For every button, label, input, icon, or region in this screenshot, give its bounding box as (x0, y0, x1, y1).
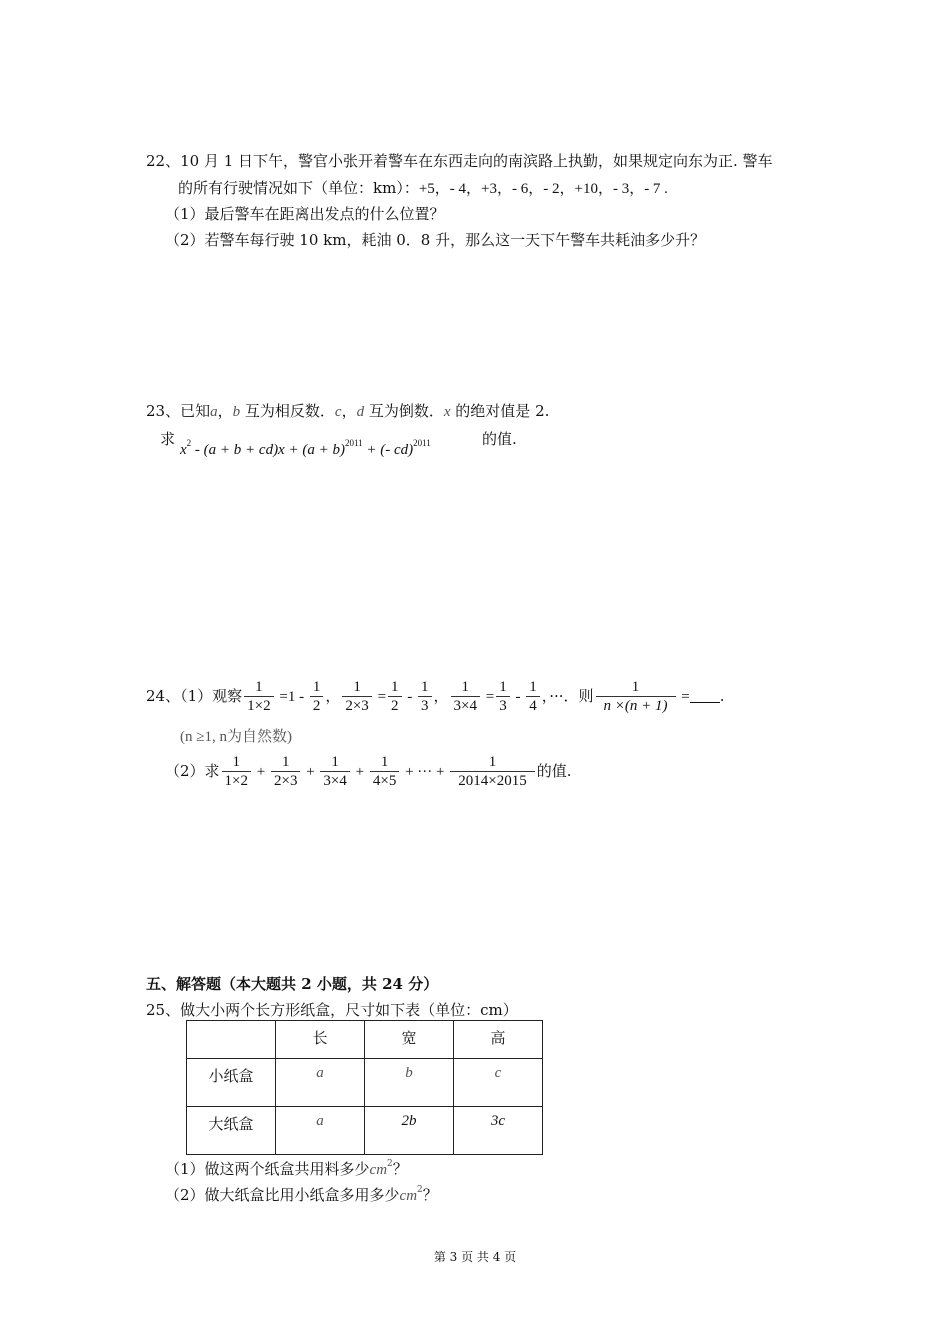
q23-expr-part3: + (- cd) (362, 442, 414, 458)
q24-s5-den: 2014×2015 (450, 771, 534, 791)
q25-part2-text: （2）做大纸盒比用小纸盒多用多少 (165, 1186, 400, 1204)
q24-answer-blank[interactable] (690, 688, 720, 703)
q24-comma1: ， (325, 687, 341, 705)
q24-eq2: = (373, 689, 387, 705)
table-cell: c (454, 1059, 543, 1107)
q25-dimensions-table (186, 1020, 543, 1155)
q24-s2-num: 1 (281, 753, 290, 770)
q25-unit-exp-2: 2 (417, 1185, 423, 1195)
q25-unit-exp-1: 2 (387, 1159, 393, 1169)
q23-expr-x: x (180, 442, 187, 458)
q24-fraction-g1 (310, 679, 324, 716)
q25-part1-text: （1）做这两个纸盒共用料多少 (165, 1160, 370, 1178)
q24-fn-den: n ×(n + 1) (596, 696, 676, 716)
q24-fraction-g3b (526, 679, 540, 716)
q24-sum-fraction-3 (320, 754, 349, 791)
q24-sum-fraction-1 (222, 754, 251, 791)
q23-end: 的绝对值是 2. (450, 402, 550, 420)
q23-mid2: 互为倒数． (364, 402, 444, 420)
q23-expr-exp1: 2011 (344, 438, 363, 448)
table-cell: 3c (454, 1107, 543, 1155)
q25-unit-2: cm (399, 1188, 418, 1204)
q24-g3b-den: 4 (526, 696, 540, 716)
q24-fn-num: 1 (631, 678, 640, 695)
q24-fraction-3 (451, 679, 480, 716)
q24-g2b-num: 1 (421, 678, 429, 695)
q23-mid1: 互为相反数． (240, 402, 335, 420)
table-header-row (187, 1021, 543, 1059)
q24-fraction-2 (342, 679, 371, 716)
q24-minus2: - (403, 689, 417, 705)
q24-g3a-num: 1 (499, 678, 507, 695)
table-header-cell (187, 1021, 276, 1059)
q24-s4-den: 4×5 (370, 771, 399, 791)
q25-part2 (165, 1184, 438, 1205)
page-footer: 第 3 页 共 4 页 (433, 1250, 517, 1264)
q24-s3-num: 1 (331, 753, 339, 770)
q24-s1-den: 1×2 (222, 771, 251, 791)
q23-expr-sq: 2 (186, 438, 192, 448)
q24-f1-den: 1×2 (244, 696, 273, 716)
q24-dots: + ··· + (401, 764, 449, 780)
q23-prefix: 23、已知 (146, 402, 211, 420)
q24-minus3: - (511, 689, 525, 705)
table-row-label: 小纸盒 (187, 1059, 276, 1107)
q24-fraction-n (596, 679, 676, 716)
q22-line1: 22、10 月 1 日下午，警官小张开着警车在东西走向的南滨路上执勤，如果规定向东为正. 警车 (146, 152, 773, 170)
q24-plus-3: + (351, 764, 368, 780)
q24-part2-tail: 的值. (536, 762, 572, 780)
q24-fraction-1 (244, 679, 273, 716)
table-header-cell: 高 (454, 1021, 543, 1059)
q24-fraction-g3a (496, 679, 510, 716)
q24-sum-fraction-2 (271, 754, 300, 791)
q24-eqn: = (677, 689, 690, 705)
table-cell: a (276, 1059, 365, 1107)
q24-f3-den: 3×4 (451, 696, 480, 716)
section5-title: 五、解答题（本大题共 2 小题，共 24 分） (146, 975, 439, 993)
q24-comma2: ， (433, 687, 449, 705)
table-cell: b (365, 1059, 454, 1107)
q25-part1 (165, 1158, 408, 1179)
q23-var-x: x (443, 404, 451, 420)
q24-f3-num: 1 (461, 678, 470, 695)
q24-part2 (165, 750, 571, 793)
q24-g3a-den: 3 (496, 696, 510, 716)
q23-sep1: ， (217, 402, 233, 420)
q24-part1 (146, 676, 725, 717)
q25-unit-1: cm (369, 1162, 388, 1178)
q23-var-c: c (334, 404, 342, 420)
q24-g2a-num: 1 (391, 678, 399, 695)
table-header-cell: 宽 (365, 1021, 454, 1059)
q24-condition: (n ≥1, n为自然数) (180, 729, 292, 745)
q24-f2-num: 1 (353, 678, 361, 695)
q22-values: +5，- 4，+3，- 6，- 2，+10，- 3，- 7 . (418, 181, 668, 197)
q24-fraction-g2a (388, 679, 402, 716)
table-header-cell: 长 (276, 1021, 365, 1059)
q24-eq1: =1 - (275, 689, 308, 705)
q23-tail: 的值. (482, 430, 517, 448)
q23-line1 (146, 400, 549, 421)
q24-fraction-g2b (418, 679, 432, 716)
table-cell: 2b (365, 1107, 454, 1155)
table-row (187, 1059, 543, 1107)
q23-var-d: d (356, 404, 365, 420)
q24-ellipsis: ，···．则 (541, 687, 594, 705)
q23-sep2: ， (341, 402, 357, 420)
table-cell: a (276, 1107, 365, 1155)
q25-qmark-1: ？ (392, 1160, 408, 1178)
q25-qmark-2: ？ (422, 1186, 438, 1204)
q24-f1-num: 1 (255, 678, 263, 695)
q23-expr-exp2: 2011 (413, 438, 431, 448)
q24-f2-den: 2×3 (342, 696, 371, 716)
q23-ask: 求 (160, 430, 176, 448)
q22-line2 (178, 177, 668, 198)
q24-plus-2: + (302, 764, 319, 780)
q24-period: . (719, 687, 725, 705)
q25-intro: 25、做大小两个长方形纸盒，尺寸如下表（单位：cm） (146, 1001, 518, 1019)
q23-expression (180, 438, 431, 459)
q24-g2a-den: 2 (388, 696, 402, 716)
q24-eq3: = (482, 689, 495, 705)
q24-s1-num: 1 (232, 753, 241, 770)
q24-g3b-num: 1 (529, 678, 537, 695)
table-row (187, 1107, 543, 1155)
q24-s5-num: 1 (488, 753, 497, 770)
q24-sum-fraction-5 (450, 754, 534, 791)
q22-part2: （2）若警车每行驶 10 km，耗油 0．8 升，那么这一天下午警车共耗油多少升？ (165, 231, 706, 249)
q23-expr-mid: - (a + b + cd)x + (a + b) (191, 442, 345, 458)
q24-plus-1: + (253, 764, 269, 780)
q24-g2b-den: 3 (418, 696, 432, 716)
q24-label: 24、（1）观察 (146, 687, 243, 705)
q24-part2-label: （2）求 (165, 762, 220, 780)
q22-part1: （1）最后警车在距离出发点的什么位置？ (165, 205, 445, 223)
q24-sum-fraction-4 (370, 754, 399, 791)
table-row-label: 大纸盒 (187, 1107, 276, 1155)
q23-var-b: b (232, 404, 241, 420)
q24-g1-num: 1 (312, 678, 321, 695)
q22-line2-text: 的所有行驶情况如下（单位：km）： (178, 179, 419, 197)
q24-g1-den: 2 (310, 696, 324, 716)
q24-s4-num: 1 (380, 753, 389, 770)
q24-s3-den: 3×4 (320, 771, 349, 791)
q24-s2-den: 2×3 (271, 771, 300, 791)
q23-var-a: a (210, 404, 218, 420)
